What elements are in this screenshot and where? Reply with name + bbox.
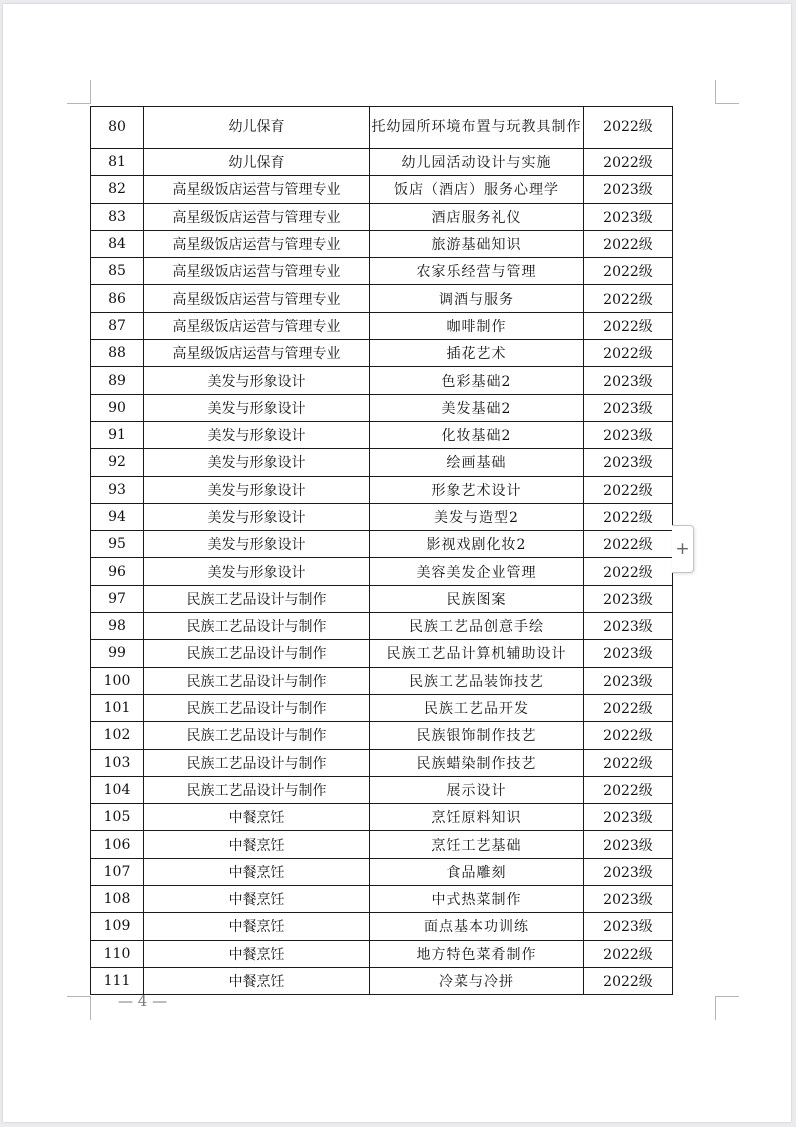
cell-course: 食品雕刻 xyxy=(370,858,584,885)
cell-number: 102 xyxy=(91,722,144,749)
cell-major: 民族工艺品设计与制作 xyxy=(144,776,370,803)
cell-number: 99 xyxy=(91,640,144,667)
cell-number: 83 xyxy=(91,203,144,230)
cell-course: 烹饪原料知识 xyxy=(370,804,584,831)
cell-major: 中餐烹饪 xyxy=(144,913,370,940)
table-row xyxy=(91,967,673,994)
cell-grade: 2023级 xyxy=(584,858,673,885)
cell-course: 形象艺术设计 xyxy=(370,476,584,503)
cell-grade: 2023级 xyxy=(584,203,673,230)
cell-grade: 2023级 xyxy=(584,449,673,476)
cell-grade: 2022级 xyxy=(584,776,673,803)
cell-grade: 2023级 xyxy=(584,913,673,940)
cell-grade: 2023级 xyxy=(584,585,673,612)
table-row xyxy=(91,531,673,558)
cell-course: 冷菜与冷拼 xyxy=(370,967,584,994)
table-row xyxy=(91,613,673,640)
cell-major: 美发与形象设计 xyxy=(144,531,370,558)
table-row xyxy=(91,694,673,721)
crop-mark-top-left xyxy=(67,80,91,104)
cell-grade: 2022级 xyxy=(584,940,673,967)
crop-mark-bottom-right xyxy=(715,996,739,1020)
cell-number: 97 xyxy=(91,585,144,612)
table-row xyxy=(91,503,673,530)
table-row xyxy=(91,149,673,176)
cell-number: 93 xyxy=(91,476,144,503)
cell-major: 民族工艺品设计与制作 xyxy=(144,694,370,721)
cell-grade: 2022级 xyxy=(584,531,673,558)
table-row xyxy=(91,203,673,230)
cell-number: 98 xyxy=(91,613,144,640)
cell-course: 民族银饰制作技艺 xyxy=(370,722,584,749)
cell-grade: 2022级 xyxy=(584,694,673,721)
cell-course: 美容美发企业管理 xyxy=(370,558,584,585)
cell-course: 饭店（酒店）服务心理学 xyxy=(370,176,584,203)
table-row xyxy=(91,913,673,940)
cell-number: 82 xyxy=(91,176,144,203)
table-row xyxy=(91,640,673,667)
cell-number: 84 xyxy=(91,230,144,257)
plus-icon: + xyxy=(675,539,690,559)
cell-number: 106 xyxy=(91,831,144,858)
cell-major: 高星级饭店运营与管理专业 xyxy=(144,285,370,312)
cell-grade: 2023级 xyxy=(584,831,673,858)
cell-number: 87 xyxy=(91,312,144,339)
cell-course: 民族工艺品创意手绘 xyxy=(370,613,584,640)
cell-number: 103 xyxy=(91,749,144,776)
table-row xyxy=(91,749,673,776)
cell-grade: 2023级 xyxy=(584,367,673,394)
table-row xyxy=(91,421,673,448)
add-row-button[interactable] xyxy=(672,525,694,573)
cell-grade: 2022级 xyxy=(584,258,673,285)
cell-grade: 2022级 xyxy=(584,285,673,312)
cell-grade: 2022级 xyxy=(584,149,673,176)
cell-major: 中餐烹饪 xyxy=(144,831,370,858)
cell-course: 民族图案 xyxy=(370,585,584,612)
cell-grade: 2022级 xyxy=(584,107,673,149)
course-table xyxy=(90,106,673,995)
cell-grade: 2022级 xyxy=(584,476,673,503)
table-row xyxy=(91,230,673,257)
cell-major: 中餐烹饪 xyxy=(144,940,370,967)
cell-grade: 2022级 xyxy=(584,312,673,339)
cell-course: 民族工艺品开发 xyxy=(370,694,584,721)
cell-course: 绘画基础 xyxy=(370,449,584,476)
table-row xyxy=(91,449,673,476)
cell-grade: 2023级 xyxy=(584,394,673,421)
cell-number: 86 xyxy=(91,285,144,312)
cell-course: 美发基础2 xyxy=(370,394,584,421)
cell-major: 高星级饭店运营与管理专业 xyxy=(144,230,370,257)
cell-number: 110 xyxy=(91,940,144,967)
cell-grade: 2022级 xyxy=(584,967,673,994)
cell-number: 100 xyxy=(91,667,144,694)
cell-course: 酒店服务礼仪 xyxy=(370,203,584,230)
table-row xyxy=(91,776,673,803)
table-row xyxy=(91,340,673,367)
cell-number: 89 xyxy=(91,367,144,394)
cell-grade: 2023级 xyxy=(584,421,673,448)
table-row xyxy=(91,858,673,885)
page-number: — 4 — xyxy=(118,992,168,1010)
cell-course: 展示设计 xyxy=(370,776,584,803)
cell-major: 民族工艺品设计与制作 xyxy=(144,749,370,776)
table-row xyxy=(91,886,673,913)
course-table-body xyxy=(91,107,673,995)
cell-course: 幼儿园活动设计与实施 xyxy=(370,149,584,176)
cell-number: 105 xyxy=(91,804,144,831)
cell-major: 中餐烹饪 xyxy=(144,967,370,994)
cell-major: 美发与形象设计 xyxy=(144,476,370,503)
cell-major: 民族工艺品设计与制作 xyxy=(144,585,370,612)
cell-course: 影视戏剧化妆2 xyxy=(370,531,584,558)
cell-grade: 2022级 xyxy=(584,558,673,585)
cell-course: 美发与造型2 xyxy=(370,503,584,530)
cell-number: 109 xyxy=(91,913,144,940)
cell-number: 90 xyxy=(91,394,144,421)
cell-number: 108 xyxy=(91,886,144,913)
cell-grade: 2022级 xyxy=(584,749,673,776)
cell-major: 美发与形象设计 xyxy=(144,503,370,530)
cell-major: 高星级饭店运营与管理专业 xyxy=(144,312,370,339)
cell-major: 高星级饭店运营与管理专业 xyxy=(144,203,370,230)
table-row xyxy=(91,940,673,967)
cell-major: 民族工艺品设计与制作 xyxy=(144,613,370,640)
cell-grade: 2023级 xyxy=(584,176,673,203)
cell-grade: 2023级 xyxy=(584,613,673,640)
table-row xyxy=(91,258,673,285)
cell-grade: 2023级 xyxy=(584,804,673,831)
cell-number: 91 xyxy=(91,421,144,448)
cell-major: 民族工艺品设计与制作 xyxy=(144,640,370,667)
cell-major: 中餐烹饪 xyxy=(144,804,370,831)
cell-number: 92 xyxy=(91,449,144,476)
cell-major: 美发与形象设计 xyxy=(144,421,370,448)
table-row xyxy=(91,558,673,585)
table-row xyxy=(91,285,673,312)
table-row xyxy=(91,367,673,394)
cell-major: 高星级饭店运营与管理专业 xyxy=(144,176,370,203)
cell-grade: 2022级 xyxy=(584,230,673,257)
cell-course: 插花艺术 xyxy=(370,340,584,367)
cell-major: 高星级饭店运营与管理专业 xyxy=(144,258,370,285)
cell-course: 民族工艺品计算机辅助设计 xyxy=(370,640,584,667)
cell-number: 101 xyxy=(91,694,144,721)
cell-grade: 2022级 xyxy=(584,503,673,530)
crop-mark-top-right xyxy=(715,80,739,104)
cell-course: 旅游基础知识 xyxy=(370,230,584,257)
table-row xyxy=(91,667,673,694)
cell-major: 高星级饭店运营与管理专业 xyxy=(144,340,370,367)
table-row xyxy=(91,312,673,339)
cell-grade: 2023级 xyxy=(584,667,673,694)
cell-major: 幼儿保育 xyxy=(144,107,370,149)
cell-course: 地方特色菜肴制作 xyxy=(370,940,584,967)
table-row xyxy=(91,585,673,612)
cell-number: 104 xyxy=(91,776,144,803)
cell-course: 调酒与服务 xyxy=(370,285,584,312)
cell-course: 农家乐经营与管理 xyxy=(370,258,584,285)
cell-number: 107 xyxy=(91,858,144,885)
cell-grade: 2023级 xyxy=(584,640,673,667)
cell-number: 94 xyxy=(91,503,144,530)
crop-mark-bottom-left xyxy=(67,996,91,1020)
cell-number: 111 xyxy=(91,967,144,994)
table-row xyxy=(91,176,673,203)
cell-number: 88 xyxy=(91,340,144,367)
table-row xyxy=(91,831,673,858)
cell-course: 色彩基础2 xyxy=(370,367,584,394)
cell-number: 80 xyxy=(91,107,144,149)
cell-course: 烹饪工艺基础 xyxy=(370,831,584,858)
cell-grade: 2022级 xyxy=(584,340,673,367)
cell-course: 中式热菜制作 xyxy=(370,886,584,913)
cell-major: 民族工艺品设计与制作 xyxy=(144,667,370,694)
table-row xyxy=(91,107,673,149)
cell-course: 民族工艺品装饰技艺 xyxy=(370,667,584,694)
cell-major: 民族工艺品设计与制作 xyxy=(144,722,370,749)
cell-course: 托幼园所环境布置与玩教具制作 xyxy=(370,107,584,149)
table-row xyxy=(91,804,673,831)
cell-number: 95 xyxy=(91,531,144,558)
cell-major: 中餐烹饪 xyxy=(144,886,370,913)
table-row xyxy=(91,722,673,749)
cell-course: 化妆基础2 xyxy=(370,421,584,448)
cell-major: 幼儿保育 xyxy=(144,149,370,176)
cell-major: 美发与形象设计 xyxy=(144,558,370,585)
cell-number: 81 xyxy=(91,149,144,176)
cell-course: 民族蜡染制作技艺 xyxy=(370,749,584,776)
cell-major: 美发与形象设计 xyxy=(144,449,370,476)
cell-number: 96 xyxy=(91,558,144,585)
cell-grade: 2023级 xyxy=(584,886,673,913)
cell-grade: 2022级 xyxy=(584,722,673,749)
table-row xyxy=(91,476,673,503)
cell-major: 美发与形象设计 xyxy=(144,394,370,421)
cell-major: 中餐烹饪 xyxy=(144,858,370,885)
table-row xyxy=(91,394,673,421)
cell-major: 美发与形象设计 xyxy=(144,367,370,394)
cell-number: 85 xyxy=(91,258,144,285)
cell-course: 面点基本功训练 xyxy=(370,913,584,940)
cell-course: 咖啡制作 xyxy=(370,312,584,339)
